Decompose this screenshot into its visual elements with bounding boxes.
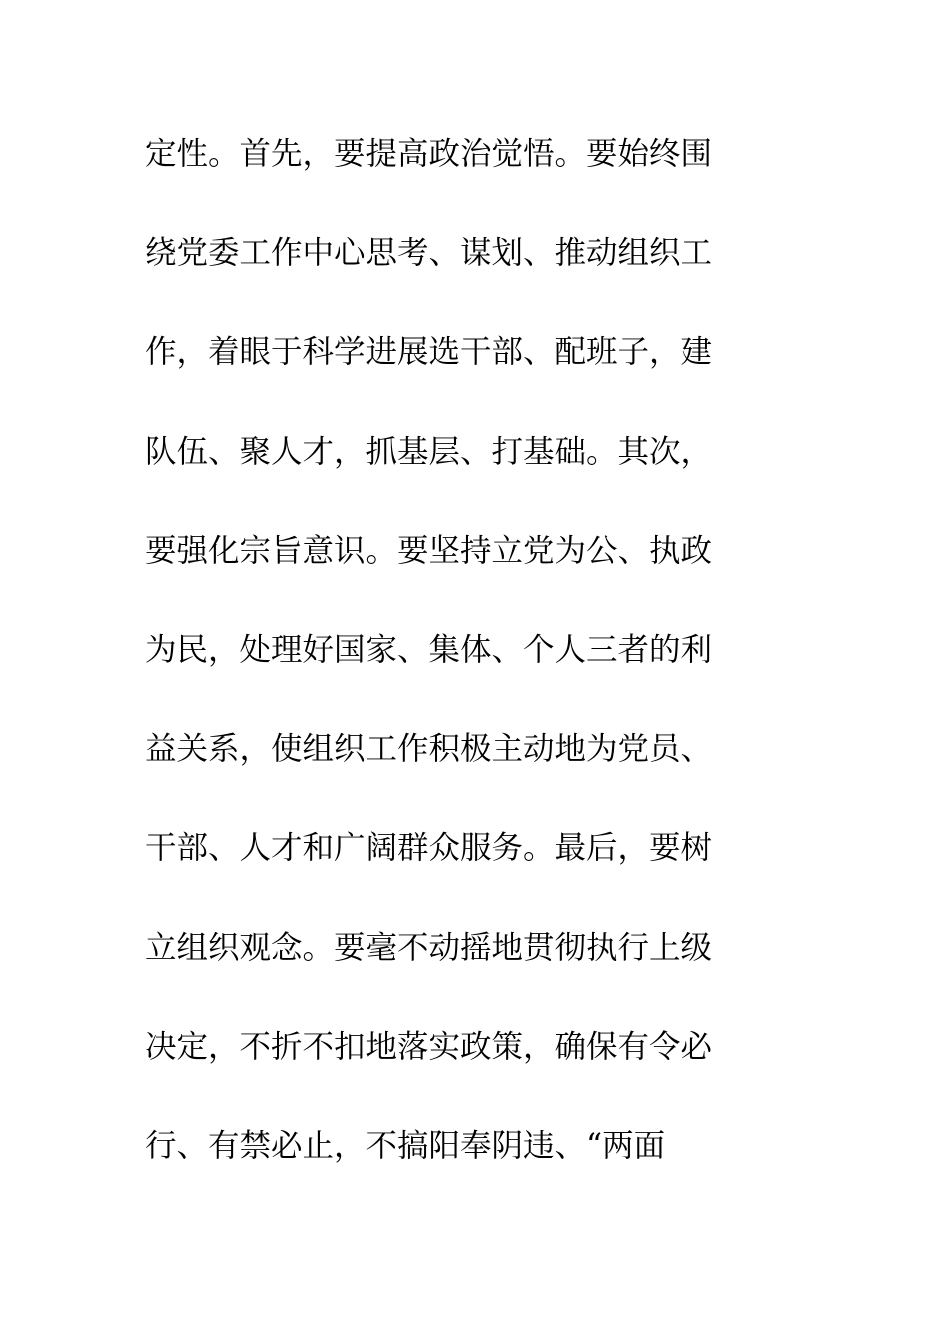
text-line-10: 决定，不折不扣地落实政策，确保有令必 [145, 1028, 713, 1065]
text-line-4: 队伍、聚人才，抓基层、打基础。其次， [145, 433, 713, 470]
text-line-8: 干部、人才和广阔群众服务。最后，要树 [145, 830, 713, 867]
text-line-7: 益关系，使组织工作积极主动地为党员、 [145, 731, 713, 768]
text-line-9: 立组织观念。要毫不动摇地贯彻执行上级 [145, 929, 713, 966]
text-line-2: 绕党委工作中心思考、谋划、推动组织工 [145, 235, 713, 272]
body-text [145, 124, 805, 1215]
text-line-3: 作，着眼于科学进展选干部、配班子，建 [145, 334, 713, 371]
text-line-1: 定性。首先，要提高政治觉悟。要始终围 [145, 136, 713, 172]
text-line-6: 为民，处理好国家、集体、个人三者的利 [145, 631, 713, 668]
text-line-11: 行、有禁必止，不搞阳奉阴违、“两面 [145, 1127, 666, 1164]
text-line-5: 要强化宗旨意识。要坚持立党为公、执政 [145, 532, 713, 569]
